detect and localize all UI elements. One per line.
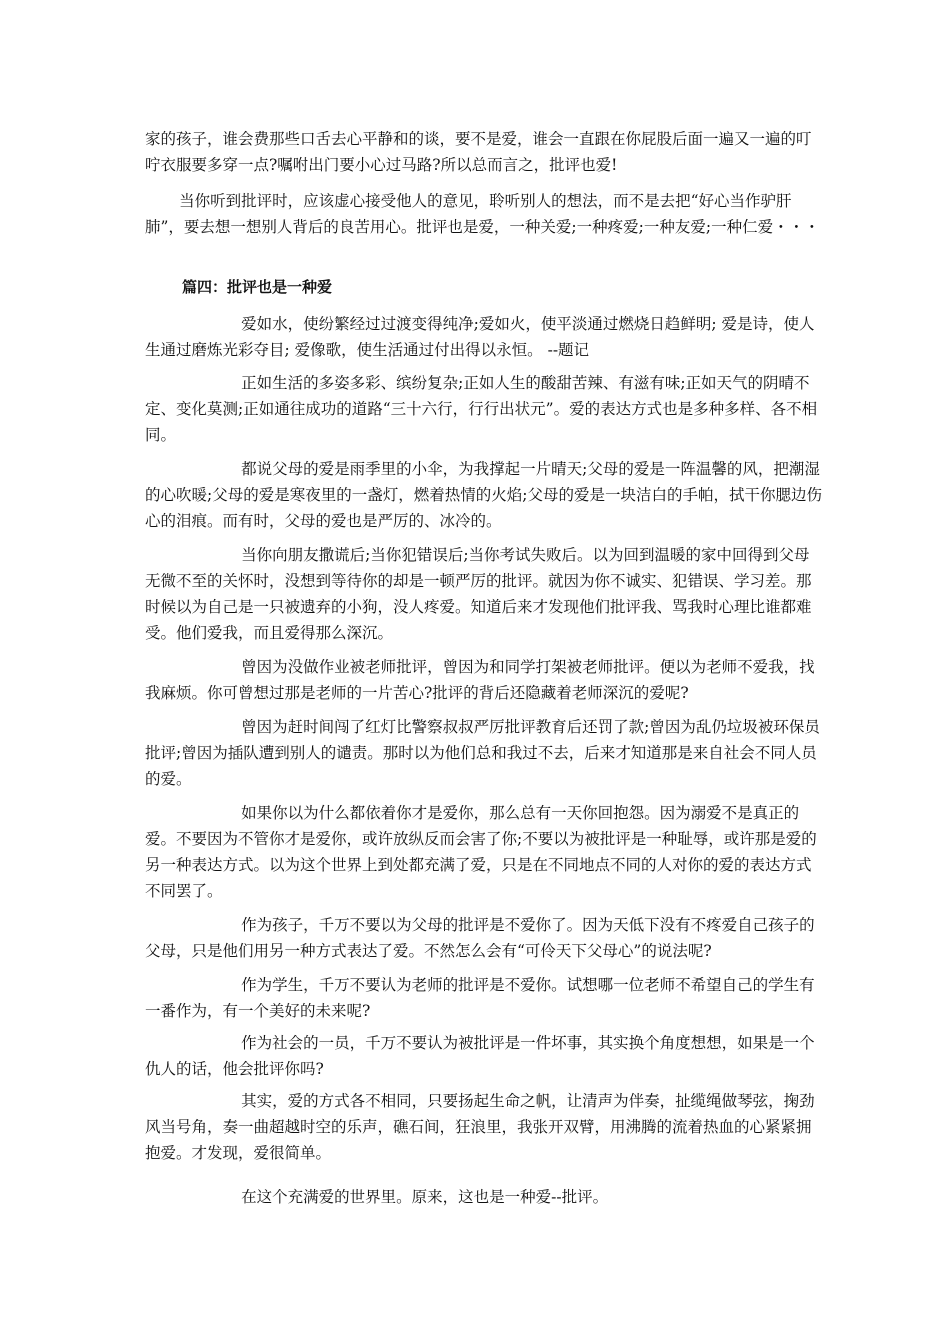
- closing-paragraph: 当你听到批评时，应该虚心接受他人的意见，聆听别人的想法，而不是去把“好心当作驴肝肺”，要去想一想别人背后的良苦用心。批评也是爱，一种关爱;一种疼爱;一种友爱;一种仁爱・・・: [145, 192, 820, 236]
- body-paragraph: 曾因为没做作业被老师批评，曾因为和同学打架被老师批评。便以为老师不爱我，找我麻烦。你可曾想过那是老师的一片苦心?批评的背后还隐藏着老师深沉的爱呢?: [145, 658, 815, 702]
- body-paragraph: 当你向朋友撒谎后;当你犯错误后;当你考试失败后。以为回到温暖的家中回得到父母无微不至的关怀时，没想到等待你的却是一顿严厉的批评。就因为你不诚实、犯错误、学习差。那时候以为自己是一只被遗弃的小狗，没人疼爱。知道后来才发现他们批评我、骂我时心理比谁都难受。他们爱我，而且爱得那么深沉。: [145, 546, 812, 642]
- body-paragraph: 其实，爱的方式各不相同，只要扬起生命之帆，让清声为伴奏，扯缆绳做琴弦，掬劲风当号角，奏一曲超越时空的乐声，礁石间，狂浪里，我张开双臂，用沸腾的流着热血的心紧紧拥抱爱。才发现，爱很简单。: [145, 1092, 815, 1162]
- body-paragraph: 正如生活的多姿多彩、缤纷复杂;正如人生的酸甜苦辣、有滋有味;正如天气的阴晴不定、变化莫测;正如通往成功的道路“三十六行，行行出状元”。爱的表达方式也是多种多样、各不相同。: [145, 374, 818, 444]
- body-paragraph: 作为孩子，千万不要以为父母的批评是不爱你了。因为天低下没有不疼爱自己孩子的父母，只是他们用另一种方式表达了爱。不然怎么会有“可伶天下父母心”的说法呢?: [145, 916, 815, 960]
- final-paragraph: 在这个充满爱的世界里。原来，这也是一种爱--批评。: [241, 1188, 609, 1206]
- body-paragraph: 如果你以为什么都依着你才是爱你，那么总有一天你回抱怨。因为溺爱不是真正的爱。不要因为不管你才是爱你，或许放纵反而会害了你;不要以为被批评是一种耻辱，或许那是爱的另一种表达方式。以为这个世界上到处都充满了爱，只是在不同地点不同的人对你的爱的表达方式不同罢了。: [145, 804, 817, 900]
- epigraph-paragraph: 爱如水，使纷繁经过过渡变得纯净;爱如火，使平淡通过燃烧日趋鲜明; 爱是诗，使人生通过磨炼光彩夺目; 爱像歌，使生活通过付出得以永恒。 --题记: [145, 315, 815, 359]
- body-paragraph: 曾因为赶时间闯了红灯比警察叔叔严厉批评教育后还罚了款;曾因为乱仍垃圾被环保员批评;曾因为插队遭到别人的谴责。那时以为他们总和我过不去，后来才知道那是来自社会不同人员的爱。: [145, 718, 820, 788]
- body-paragraph: 作为学生，千万不要认为老师的批评是不爱你。试想哪一位老师不希望自己的学生有一番作为，有一个美好的未来呢?: [145, 976, 815, 1020]
- body-paragraph: 作为社会的一员，千万不要认为被批评是一件坏事，其实换个角度想想，如果是一个仇人的话，他会批评你吗?: [145, 1034, 815, 1078]
- continuation-paragraph: 家的孩子，谁会费那些口舌去心平静和的谈，要不是爱，谁会一直跟在你屁股后面一遍又一遍的叮咛衣服要多穿一点?嘱咐出门要小心过马路?所以总而言之，批评也爱!: [145, 130, 812, 174]
- section-heading: 篇四：批评也是一种爱: [182, 278, 333, 296]
- body-paragraph: 都说父母的爱是雨季里的小伞，为我撑起一片晴天;父母的爱是一阵温馨的风，把潮湿的心吹暖;父母的爱是寒夜里的一盏灯，燃着热情的火焰;父母的爱是一块洁白的手帕，拭干你腮边伤心的泪痕。而有时，父母的爱也是严厉的、冰冷的。: [145, 460, 822, 530]
